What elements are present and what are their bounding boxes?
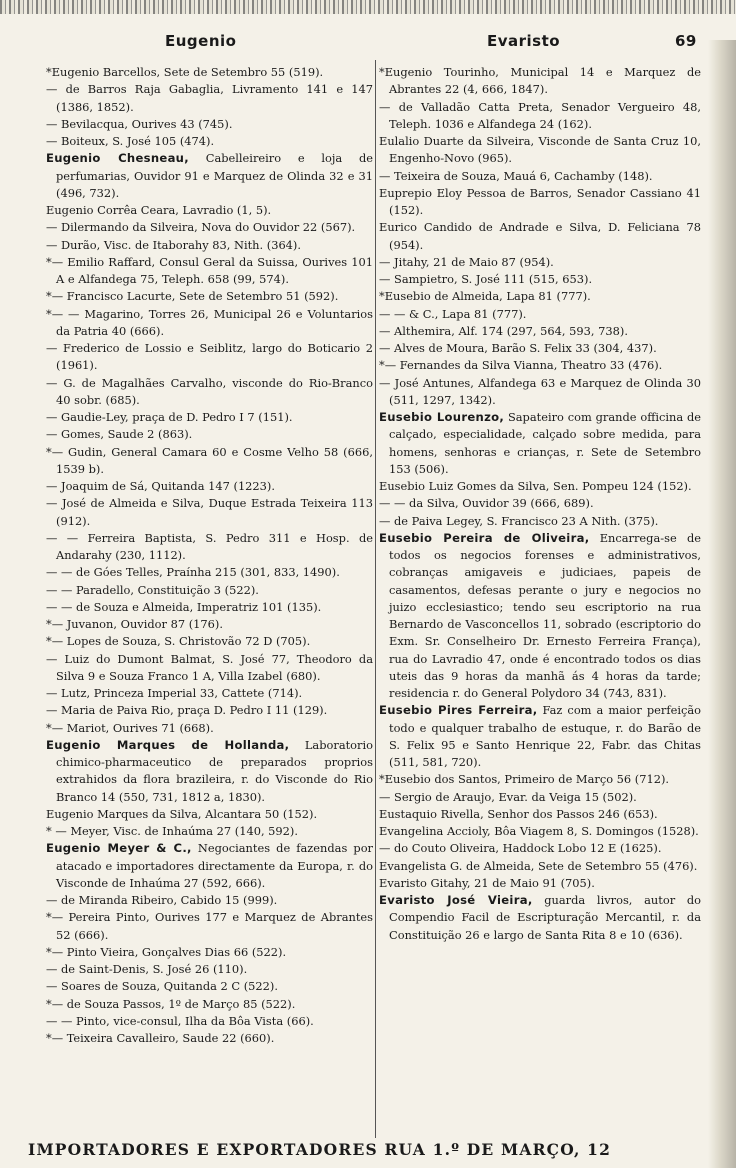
entry-text: *— Pereira Pinto, Ourives 177 e Marquez de Abrantes 52 (666). (46, 910, 373, 942)
entry-text: Encarrega-se de todos os negocios forenses e administrativos, cobranças amigaveis e judiciaes, papeis de casamentos, defesas perante o jury e negocios no juizo ecclesiastico; tendo seu escriptorio na rua Bernardo de Vasconcellos 11, sobrado (escriptorio do Exm. Sr. Conselheiro Dr. Ernesto Ferreira França), rua do Lavradio 47, onde é encontrado todos os dias uteis das 9 horas da manhã ás 4 horas da tarde; residencia r. do General Polydoro 34 (743, 831). (389, 530, 701, 700)
entry-text: — — Pinto, vice-consul, Ilha da Bôa Vista (66). (46, 1013, 314, 1028)
directory-entry (46, 564, 373, 581)
entry-text: *— Pinto Vieira, Gonçalves Dias 66 (522). (46, 944, 287, 959)
directory-entry (46, 909, 373, 944)
entry-text: — Althemira, Alf. 174 (297, 564, 593, 738). (379, 323, 628, 338)
entry-text: Eugenio Marques da Silva, Alcantara 50 (152). (46, 806, 318, 821)
directory-entry (46, 806, 373, 823)
directory-entry (379, 219, 701, 254)
directory-entry (46, 116, 373, 133)
entry-name: Eusebio Lourenzo, (379, 410, 505, 424)
entry-text: — Jitahy, 21 de Maio 87 (954). (379, 254, 554, 269)
entry-text: Evangelina Accioly, Bôa Viagem 8, S. Domingos (1528). (379, 824, 699, 838)
page-top-edge (0, 0, 736, 14)
entry-name: Eugenio Meyer & C., (46, 841, 192, 856)
entry-text: *— de Souza Passos, 1º de Março 85 (522). (46, 996, 296, 1011)
directory-entry (46, 1030, 373, 1047)
directory-entry (46, 616, 373, 633)
directory-entry (46, 702, 373, 719)
column-divider (375, 60, 376, 1138)
directory-entry (46, 426, 373, 443)
entry-text: Evangelista G. de Almeida, Sete de Setembro 55 (476). (379, 858, 698, 873)
entry-text: *— Juvanon, Ouvidor 87 (176). (46, 617, 223, 631)
directory-entry (46, 1013, 373, 1030)
directory-entry (46, 202, 373, 219)
entry-text: — José Antunes, Alfandega 63 e Marquez de Olinda 30 (511, 1297, 1342). (379, 375, 701, 407)
directory-entry (379, 789, 701, 806)
directory-entry (46, 150, 373, 202)
entry-text: — Durão, Visc. de Itaborahy 83, Nith. (364). (46, 237, 301, 252)
entry-name: Eugenio Marques de Hollanda, (46, 737, 290, 752)
entry-text: — — Paradello, Constituição 3 (522). (46, 582, 259, 597)
directory-entry (379, 409, 701, 478)
entry-text: *— Emilio Raffard, Consul Geral da Suissa, Ourives 101 A e Alfandega 75, Teleph. 658 (99, 574). (46, 254, 373, 286)
directory-entry (46, 288, 373, 305)
right-column (379, 64, 701, 1134)
directory-entry (379, 858, 701, 875)
entry-text: — Gomes, Saude 2 (863). (46, 427, 193, 442)
directory-entry (379, 306, 701, 323)
directory-entry (379, 185, 701, 220)
entry-text: — — da Silva, Ouvidor 39 (666, 689). (379, 496, 594, 511)
entry-text: Eusebio Luiz Gomes da Silva, Sen. Pompeu 124 (152). (379, 479, 692, 493)
directory-entry (46, 944, 373, 961)
entry-text: — de Saint-Denis, S. José 26 (110). (46, 962, 248, 976)
entry-text: — Joaquim de Sá, Quitanda 147 (1223). (46, 479, 275, 493)
directory-entry (46, 478, 373, 495)
directory-entry (379, 771, 701, 788)
directory-entry (46, 64, 373, 81)
directory-entry (379, 375, 701, 410)
directory-entry (46, 254, 373, 289)
directory-entry (46, 582, 373, 599)
running-header (0, 30, 736, 52)
entry-text: — de Barros Raja Gabaglia, Livramento 141 e 147 (1386, 1852). (46, 82, 373, 114)
entry-name: Eusebio Pereira de Oliveira, (379, 530, 590, 545)
directory-entry (46, 81, 373, 116)
entry-text: *— Mariot, Ourives 71 (668). (46, 720, 214, 735)
entry-text: — de Miranda Ribeiro, Cabido 15 (999). (46, 893, 278, 907)
entry-text: — de Paiva Legey, S. Francisco 23 A Nith. (375). (379, 513, 659, 528)
entry-text: — Sergio de Araujo, Evar. da Veiga 15 (502). (379, 789, 637, 804)
entry-text: Eulalio Duarte da Silveira, Visconde de Santa Cruz 10, Engenho-Novo (965). (379, 134, 701, 166)
entry-text: *Eugenio Barcellos, Sete de Setembro 55 (519). (46, 65, 324, 79)
entry-text: *— Lopes de Souza, S. Christovão 72 D (705). (46, 634, 311, 649)
directory-entry (46, 599, 373, 616)
entry-text: — — & C., Lapa 81 (777). (379, 306, 527, 321)
directory-entry (46, 237, 373, 254)
entry-text: Eugenio Corrêa Ceara, Lavradio (1, 5). (46, 203, 272, 217)
entry-text: *— — Magarino, Torres 26, Municipal 26 e Voluntarios da Patria 40 (666). (46, 306, 373, 338)
entry-text: Laboratorio chimico-pharmaceutico de preparados proprios extrahidos da flora brazileira, r. do Visconde do Rio Branco 14 (550, 731, 1812 a, 1830). (56, 737, 373, 804)
directory-entry (46, 340, 373, 375)
directory-entry (379, 99, 701, 134)
directory-entry (46, 978, 373, 995)
left-column (46, 64, 373, 1134)
directory-entry (379, 840, 701, 857)
page-binding-edge (708, 40, 736, 1168)
directory-entry (379, 495, 701, 512)
entry-text: — Luiz do Dumont Balmat, S. José 77, Theodoro da Silva 9 e Souza Franco 1 A, Villa Izabel (680). (46, 651, 373, 683)
entry-text: — — Ferreira Baptista, S. Pedro 311 e Hosp. de Andarahy (230, 1112). (46, 530, 373, 562)
directory-entry (379, 254, 701, 271)
directory-entry (379, 513, 701, 530)
entry-text: — — de Góes Telles, Praínha 215 (301, 833, 1490). (46, 565, 340, 580)
directory-entry (46, 720, 373, 737)
directory-entry (46, 823, 373, 840)
page-number: 69 (675, 32, 697, 50)
entry-text: — do Couto Oliveira, Haddock Lobo 12 E (1625). (379, 841, 662, 856)
directory-entry (46, 840, 373, 892)
directory-entry (46, 133, 373, 150)
entry-text: Negociantes de fazendas por atacado e importadores directamente da Europa, r. do Visconde de Inhaúma 27 (592, 666). (56, 841, 373, 890)
footer-advertisement: IMPORTADORES E EXPORTADORES RUA 1.º DE MARÇO, 12 (28, 1140, 612, 1159)
directory-entry (46, 219, 373, 236)
directory-entry (379, 288, 701, 305)
entry-name: Eusebio Pires Ferreira, (379, 703, 538, 718)
entry-text: *— Gudin, General Camara 60 e Cosme Velho 58 (666, 1539 b). (46, 444, 373, 476)
entry-text: — Teixeira de Souza, Mauá 6, Cachamby (148). (379, 168, 653, 183)
directory-entry (379, 806, 701, 823)
directory-entry (46, 961, 373, 978)
directory-entry (46, 495, 373, 530)
directory-entry (46, 685, 373, 702)
directory-entry (379, 875, 701, 892)
entry-text: — Dilermando da Silveira, Nova do Ouvidor 22 (567). (46, 220, 356, 235)
entry-text: — Sampietro, S. José 111 (515, 653). (379, 272, 593, 286)
directory-entry (379, 530, 701, 703)
entry-text: Cabelleireiro e loja de perfumarias, Ouvidor 91 e Marquez de Olinda 32 e 31 (496, 732). (56, 151, 373, 200)
entry-text: Evaristo Gitahy, 21 de Maio 91 (705). (379, 875, 595, 890)
entry-text: *Eusebio de Almeida, Lapa 81 (777). (379, 289, 591, 304)
entry-text: *— Francisco Lacurte, Sete de Setembro 51 (592). (46, 289, 339, 304)
directory-entry (46, 737, 373, 806)
entry-text: — de Valladão Catta Preta, Senador Vergueiro 48, Teleph. 1036 e Alfandega 24 (162). (379, 99, 701, 131)
entry-text: *— Teixeira Cavalleiro, Saude 22 (660). (46, 1031, 275, 1045)
entry-text: guarda livros, autor do Compendio Facil de Escripturação Mercantil, r. da Constituição 26 e largo de Santa Rita 8 e 10 (636). (389, 893, 701, 942)
entry-text: — José de Almeida e Silva, Duque Estrada Teixeira 113 (912). (46, 496, 373, 528)
directory-entry (46, 444, 373, 479)
directory-entry (46, 633, 373, 650)
header-left-word: Eugenio (165, 32, 237, 50)
directory-entry (379, 133, 701, 168)
directory-entry (46, 892, 373, 909)
directory-entry (46, 530, 373, 565)
directory-entry (379, 357, 701, 374)
entry-text: — Bevilacqua, Ourives 43 (745). (46, 116, 233, 131)
entry-text: — Lutz, Princeza Imperial 33, Cattete (714). (46, 686, 303, 700)
entry-text: — — de Souza e Almeida, Imperatriz 101 (135). (46, 599, 322, 614)
entry-text: *— Fernandes da Silva Vianna, Theatro 33 (476). (379, 358, 663, 373)
entry-text: — Soares de Souza, Quitanda 2 C (522). (46, 979, 278, 994)
entry-text: — Boiteux, S. José 105 (474). (46, 134, 215, 148)
entry-text: * — Meyer, Visc. de Inhaúma 27 (140, 592). (46, 824, 298, 838)
header-right-word: Evaristo (487, 32, 561, 50)
directory-entry (379, 702, 701, 771)
entry-name: Eugenio Chesneau, (46, 151, 189, 166)
entry-text: Faz com a maior perfeição todo e qualquer trabalho de estuque, r. do Barão de S. Felix 95 e Santo Henrique 22, Fabr. das Chitas (511, 581, 720). (389, 703, 701, 769)
directory-entry (379, 64, 701, 99)
entry-text: — Maria de Paiva Rio, praça D. Pedro I 11 (129). (46, 703, 328, 718)
directory-entry (379, 823, 701, 840)
entry-text: — Frederico de Lossio e Seiblitz, largo do Boticario 2 (1961). (46, 341, 373, 373)
entry-text: — Alves de Moura, Barão S. Felix 33 (304, 437). (379, 341, 657, 355)
directory-entry (379, 323, 701, 340)
entry-text: — G. de Magalhães Carvalho, visconde do Rio-Branco 40 sobr. (685). (46, 375, 373, 407)
directory-entry (379, 168, 701, 185)
directory-entry (46, 306, 373, 341)
directory-entry (379, 478, 701, 495)
directory-entry (379, 271, 701, 288)
directory-entry (46, 651, 373, 686)
directory-entry (46, 996, 373, 1013)
entry-text: *Eugenio Tourinho, Municipal 14 e Marquez de Abrantes 22 (4, 666, 1847). (379, 65, 701, 97)
entry-text: Eurico Candido de Andrade e Silva, D. Feliciana 78 (954). (379, 220, 701, 252)
entry-text: Euprepio Eloy Pessoa de Barros, Senador Cassiano 41 (152). (379, 185, 701, 217)
directory-entry (379, 340, 701, 357)
entry-text: Sapateiro com grande officina de calçado, especialidade, calçado sobre medida, para homens, senhoras e crianças, r. Sete de Setembro 153 (506). (389, 410, 701, 476)
entry-text: Eustaquio Rivella, Senhor dos Passos 246 (653). (379, 806, 658, 821)
directory-entry (379, 892, 701, 944)
entry-name: Evaristo José Vieira, (379, 893, 533, 907)
directory-entry (46, 409, 373, 426)
entry-text: — Gaudie-Ley, praça de D. Pedro I 7 (151). (46, 410, 293, 424)
directory-entry (46, 375, 373, 410)
entry-text: *Eusebio dos Santos, Primeiro de Março 56 (712). (379, 772, 670, 787)
